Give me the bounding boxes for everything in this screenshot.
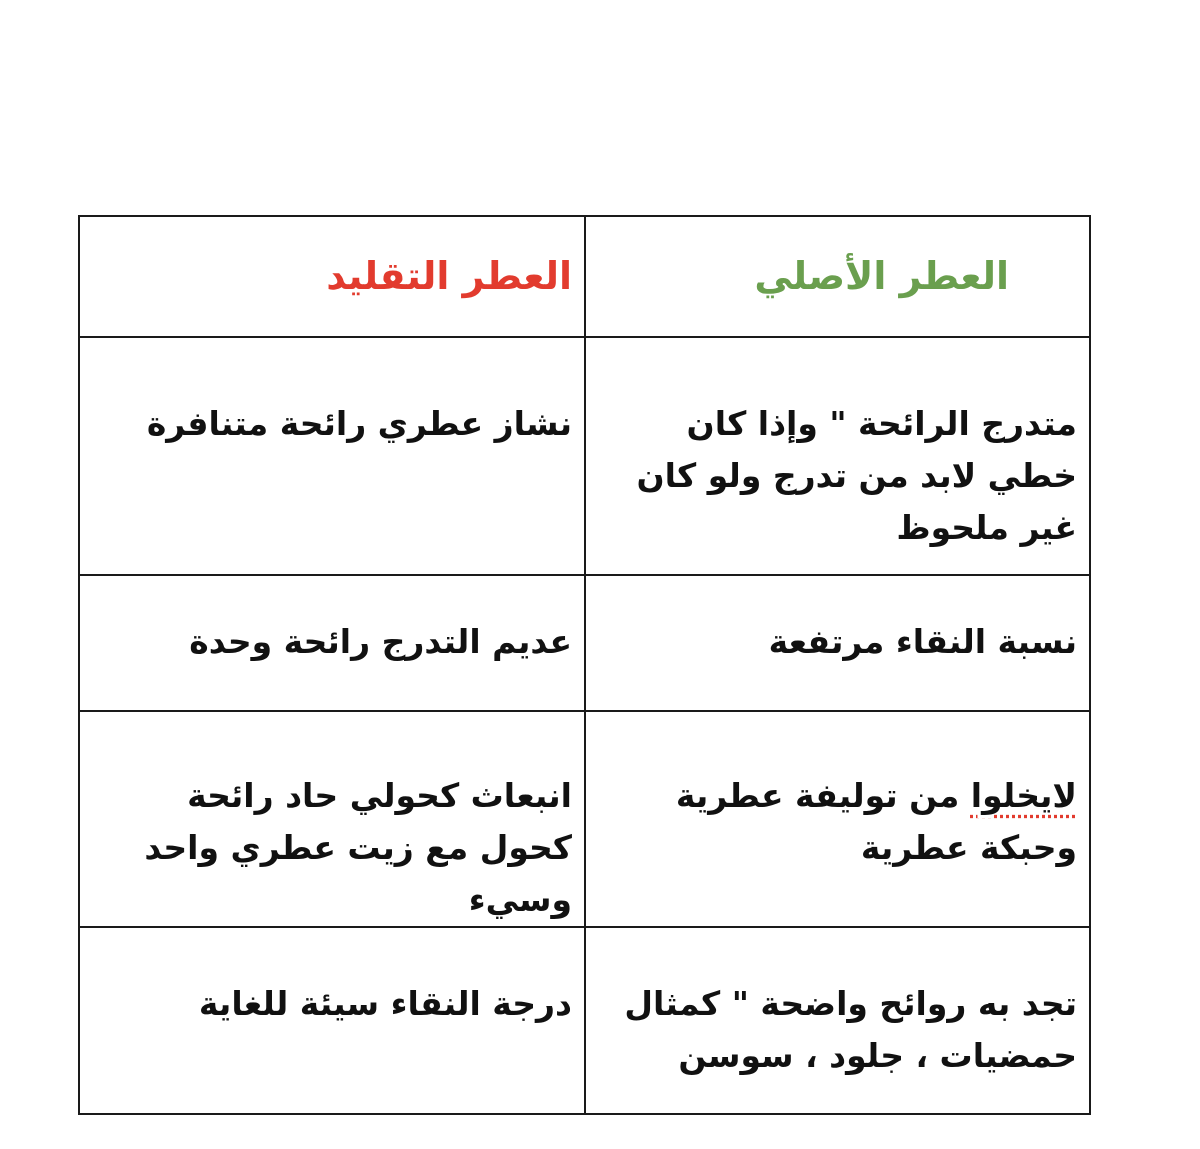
cell-imitation-text: نشاز عطري رائحة متنافرة bbox=[146, 404, 572, 443]
spellcheck-underlined-word: لايخلوا bbox=[970, 776, 1077, 815]
table-row bbox=[79, 337, 1090, 575]
cell-original bbox=[585, 337, 1090, 575]
table-row bbox=[79, 575, 1090, 711]
table-row bbox=[79, 927, 1090, 1114]
cell-imitation bbox=[79, 575, 585, 711]
cell-imitation-text: عديم التدرج رائحة وحدة bbox=[189, 622, 572, 661]
comparison-table bbox=[78, 215, 1091, 1115]
cell-original-text: نسبة النقاء مرتفعة bbox=[768, 622, 1077, 661]
cell-imitation bbox=[79, 711, 585, 927]
cell-original bbox=[585, 927, 1090, 1114]
cell-original-text bbox=[586, 712, 1089, 874]
table-header-row bbox=[79, 216, 1090, 337]
table-row bbox=[79, 711, 1090, 927]
header-original-perfume: العطر الأصلي bbox=[585, 216, 1090, 337]
cell-imitation-text: انبعاث كحولي حاد رائحة كحول مع زيت عطري واحد وسيء bbox=[144, 776, 572, 919]
cell-original bbox=[585, 711, 1090, 927]
cell-imitation bbox=[79, 337, 585, 575]
cell-imitation-text: درجة النقاء سيئة للغاية bbox=[198, 984, 572, 1023]
cell-original-text-rest: من توليفة عطرية وحبكة عطرية bbox=[675, 776, 1077, 867]
cell-original bbox=[585, 575, 1090, 711]
header-imitation-perfume: العطر التقليد bbox=[79, 216, 585, 337]
cell-original-text: تجد به روائح واضحة " كمثال حمضيات ، جلود ، سوسن bbox=[624, 984, 1077, 1075]
cell-imitation bbox=[79, 927, 585, 1114]
cell-original-text: متدرج الرائحة " وإذا كان خطي لابد من تدرج ولو كان غير ملحوظ bbox=[636, 404, 1077, 547]
